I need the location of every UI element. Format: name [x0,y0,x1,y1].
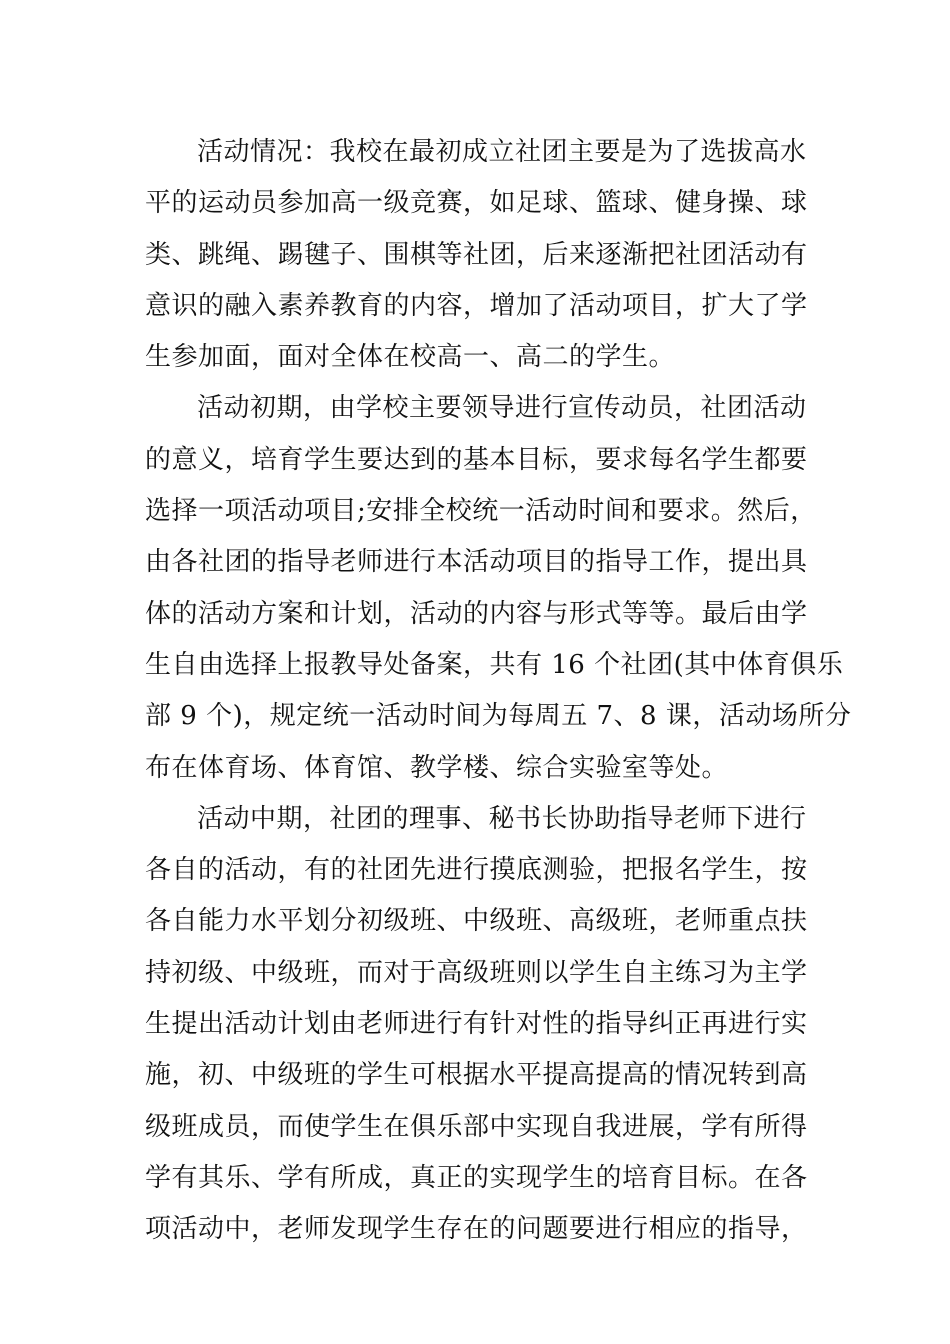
text-line: 活动初期，由学校主要领导进行宣传动员，社团活动 [197,393,807,424]
paragraph-middle-stage [145,794,815,1256]
text-line: 类、跳绳、踢毽子、围棋等社团，后来逐渐把社团活动有 [145,239,808,270]
text-line: 意识的融入素养教育的内容，增加了活动项目，扩大了学 [145,290,808,321]
paragraph-activity-situation [145,127,815,383]
text-line: 各自能力水平划分初级班、中级班、高级班，老师重点扶 [145,906,808,937]
text-line: 平的运动员参加高一级竞赛，如足球、篮球、健身操、球 [145,188,808,219]
text-line: 项活动中，老师发现学生存在的问题要进行相应的指导， [145,1214,808,1245]
text-line: 部 9 个)，规定统一活动时间为每周五 7、8 课，活动场所分 [145,701,852,732]
text-line: 生自由选择上报教导处备案，共有 16 个社团(其中体育俱乐 [145,649,844,680]
text-line: 选择一项活动项目;安排全校统一活动时间和要求。然后， [145,496,817,527]
text-line: 生提出活动计划由老师进行有针对性的指导纠正再进行实 [145,1009,808,1040]
text-line: 的意义，培育学生要达到的基本目标，要求每名学生都要 [145,444,808,475]
text-line: 布在体育场、体育馆、教学楼、综合实验室等处。 [145,752,729,783]
paragraph-early-stage [145,383,852,793]
text-line: 活动情况：我校在最初成立社团主要是为了选拔高水 [197,137,807,167]
text-line: 生参加面，面对全体在校高一、高二的学生。 [145,342,676,373]
text-line: 由各社团的指导老师进行本活动项目的指导工作，提出具 [145,547,808,578]
text-line: 持初级、中级班，而对于高级班则以学生自主练习为主学 [145,957,808,988]
text-line: 体的活动方案和计划，活动的内容与形式等等。最后由学 [145,598,808,629]
text-line: 级班成员，而使学生在俱乐部中实现自我进展，学有所得 [145,1111,808,1142]
document-body [145,127,852,1256]
text-line: 活动中期，社团的理事、秘书长协助指导老师下进行 [197,803,807,834]
text-line: 各自的活动，有的社团先进行摸底测验，把报名学生，按 [145,855,808,886]
text-line: 学有其乐、学有所成，真正的实现学生的培育目标。在各 [145,1162,808,1193]
text-line: 施，初、中级班的学生可根据水平提高提高的情况转到高 [145,1060,808,1091]
